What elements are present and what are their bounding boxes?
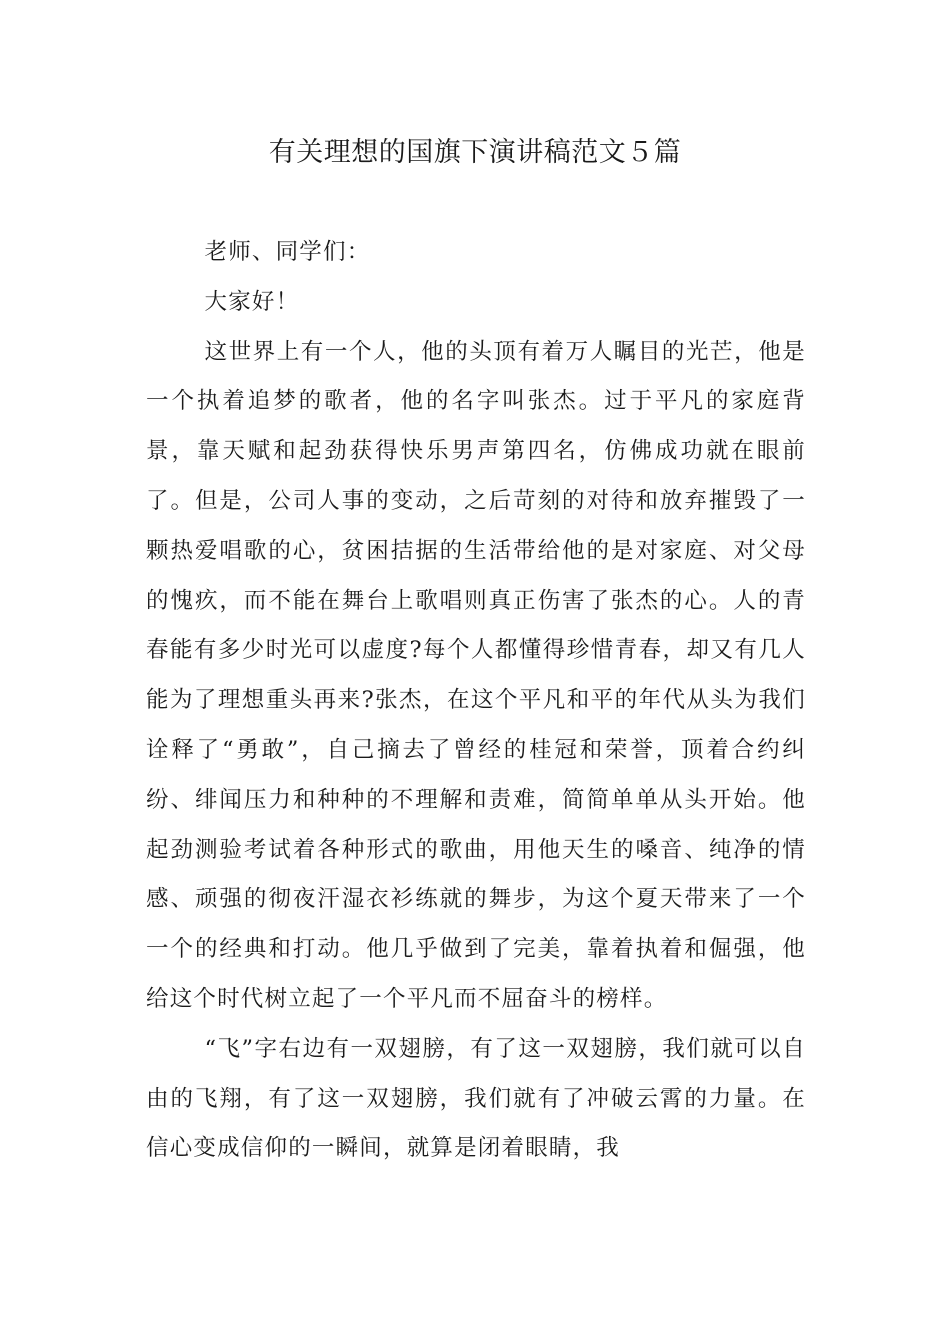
salutation-line: 老师、同学们： (204, 239, 371, 265)
document-body (146, 228, 806, 1174)
greeting-line: 大家好！ (204, 288, 300, 315)
body-paragraph: “飞”字右边有一双翅膀，有了这一双翅膀，我们就可以自由的飞翔，有了这一双翅膀，我们就有了冲破云霄的力量。在信心变成信仰的一瞬间，就算是闭着眼睛，我 (146, 1035, 806, 1162)
body-paragraph: 这世界上有一个人，他的头顶有着万人瞩目的光芒，他是一个执着追梦的歌者，他的名字叫张杰。过于平凡的家庭背景，靠天赋和起劲获得快乐男声第四名，仿佛成功就在眼前了。但是，公司人事的变动，之后苛刻的对待和放弃摧毁了一颗热爱唱歌的心，贫困拮据的生活带给他的是对家庭、对父母的愧疚，而不能在舞台上歌唱则真正伤害了张杰的心。人的青春能有多少时光可以虚度?每个人都懂得珍惜青春，却又有几人能为了理想重头再来?张杰，在这个平凡和平的年代从头为我们诠释了“勇敢”，自己摘去了曾经的桂冠和荣誉，顶着合约纠纷、绯闻压力和种种的不理解和责难，简简单单从头开始。他起劲测验考试着各种形式的歌曲，用他天生的嗓音、纯净的情感、顽强的彻夜汗湿衣衫练就的舞步，为这个夏天带来了一个一个的经典和打动。他几乎做到了完美，靠着执着和倔强，他给这个时代树立起了一个平凡而不屈奋斗的榜样。 (146, 338, 806, 1012)
document-title: 有关理想的国旗下演讲稿范文５篇 (268, 137, 682, 168)
